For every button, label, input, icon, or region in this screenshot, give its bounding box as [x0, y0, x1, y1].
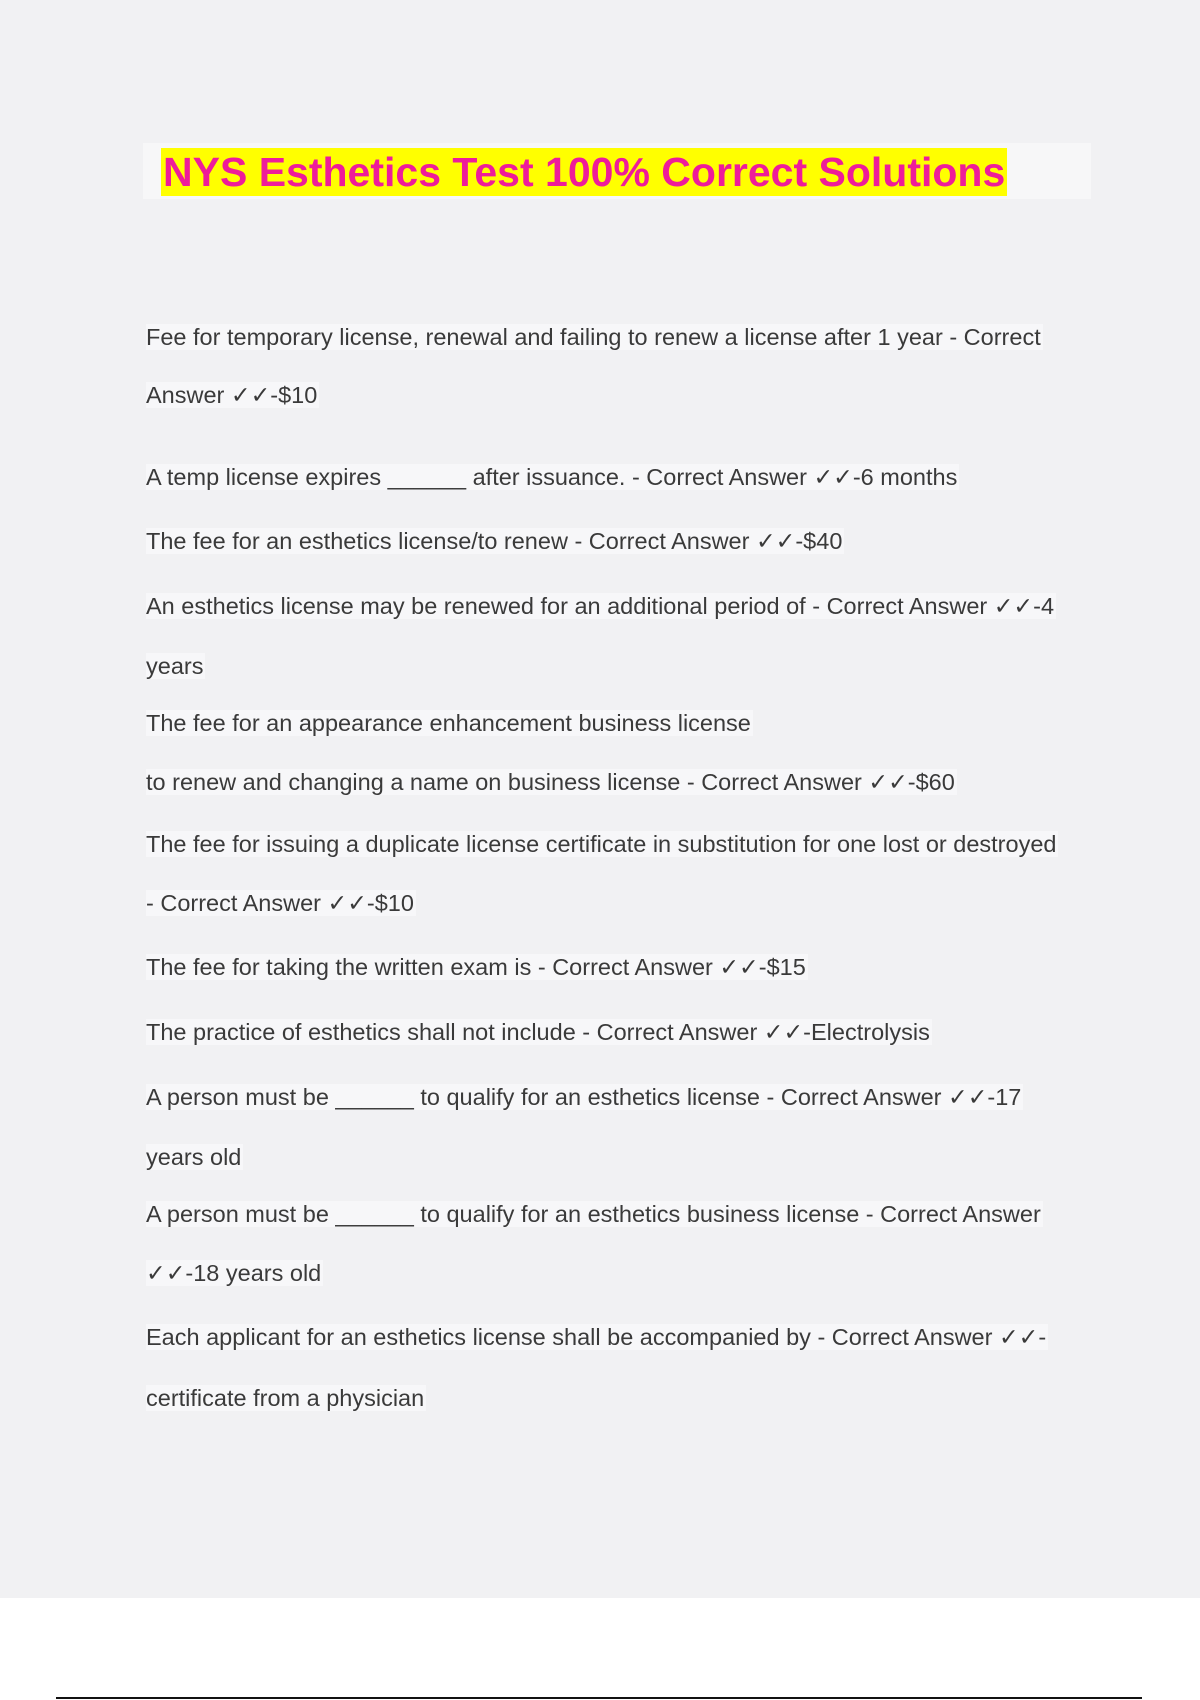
qa-text: The fee for taking the written exam is - Correct Answer ✓✓-$15 [146, 954, 806, 980]
qa-line [146, 380, 319, 410]
qa-text: A person must be ______ to qualify for an esthetics license - Correct Answer ✓✓-17 [146, 1084, 1022, 1110]
qa-line [146, 708, 753, 738]
qa-line [146, 1017, 932, 1047]
qa-line [146, 1322, 1048, 1352]
qa-line [146, 526, 844, 556]
qa-text: A person must be ______ to qualify for an esthetics business license - Correct Answer [146, 1201, 1041, 1227]
qa-line [146, 952, 808, 982]
qa-line [146, 1258, 323, 1288]
qa-line [146, 767, 957, 797]
qa-text: certificate from a physician [146, 1385, 425, 1411]
qa-line [146, 1082, 1023, 1112]
qa-line [146, 322, 1043, 352]
qa-line [146, 591, 1056, 621]
qa-text: Each applicant for an esthetics license shall be accompanied by - Correct Answer ✓✓- [146, 1324, 1047, 1350]
qa-line [146, 829, 1058, 859]
qa-text: years [146, 653, 204, 679]
qa-text: Answer ✓✓-$10 [146, 382, 318, 408]
qa-text: An esthetics license may be renewed for an additional period of - Correct Answer ✓✓-4 [146, 593, 1055, 619]
qa-line [146, 1142, 243, 1172]
qa-text: The fee for an appearance enhancement business license [146, 710, 751, 736]
qa-line [146, 462, 959, 492]
qa-line [146, 1199, 1043, 1229]
qa-text: The practice of esthetics shall not include - Correct Answer ✓✓-Electrolysis [146, 1019, 930, 1045]
qa-line [146, 888, 416, 918]
qa-text: The fee for issuing a duplicate license certificate in substitution for one lost or destroyed [146, 831, 1057, 857]
qa-line [146, 651, 205, 681]
footer-divider [56, 1697, 1142, 1699]
document-title: NYS Esthetics Test 100% Correct Solutions [163, 149, 1006, 195]
qa-text: years old [146, 1144, 242, 1170]
qa-text: to renew and changing a name on business license - Correct Answer ✓✓-$60 [146, 769, 955, 795]
qa-text: The fee for an esthetics license/to renew - Correct Answer ✓✓-$40 [146, 528, 843, 554]
qa-text: - Correct Answer ✓✓-$10 [146, 890, 414, 916]
qa-text: A temp license expires ______ after issuance. - Correct Answer ✓✓-6 months [146, 464, 958, 490]
qa-text: Fee for temporary license, renewal and failing to renew a license after 1 year - Correct [146, 324, 1041, 350]
qa-text: ✓✓-18 years old [146, 1260, 322, 1286]
qa-line [146, 1383, 426, 1413]
